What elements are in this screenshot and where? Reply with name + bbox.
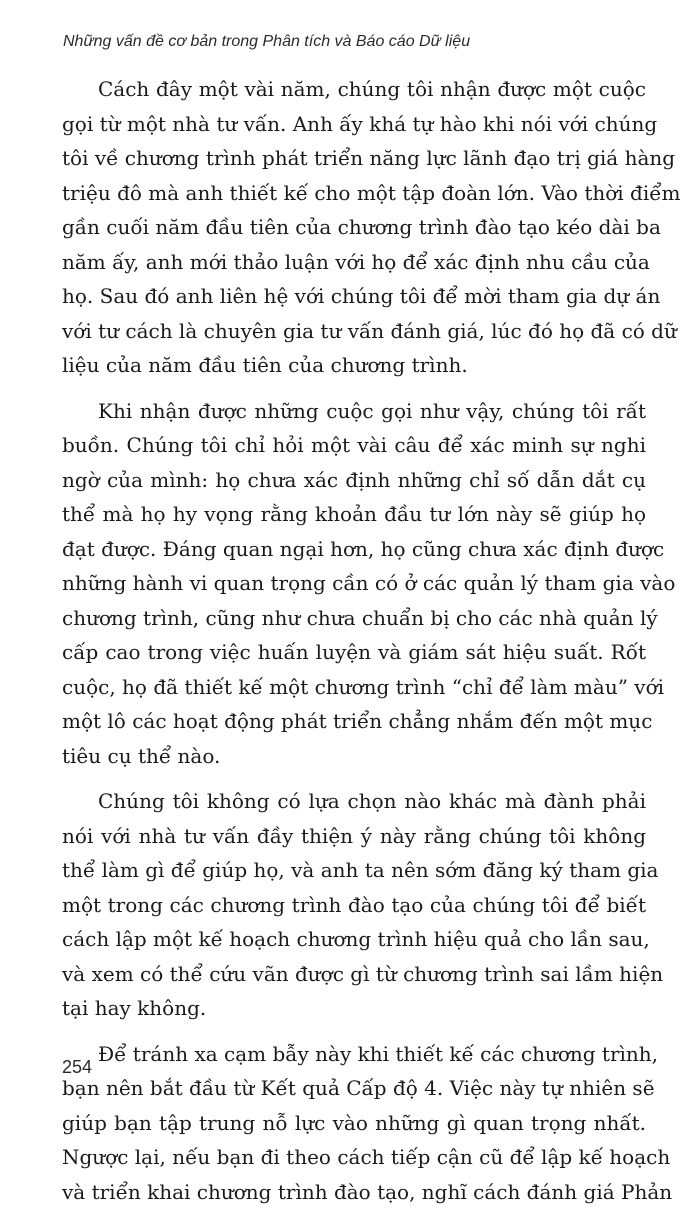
running-header: Những vấn đề cơ bản trong Phân tích và Báo cáo Dữ liệu bbox=[63, 33, 471, 50]
text-line: cấp cao trong việc huấn luyện và giám sát hiệu suất. Rốt bbox=[62, 640, 646, 664]
text-line: tiêu cụ thể nào. bbox=[62, 743, 221, 768]
text-line: thể mà họ hy vọng rằng khoản đầu tư lớn này sẽ giúp họ bbox=[62, 502, 646, 526]
text-line: Khi nhận được những cuộc gọi như vậy, chúng tôi rất bbox=[98, 398, 646, 423]
text-line: một trong các chương trình đào tạo của chúng tôi để biết bbox=[62, 892, 646, 917]
text-line: chương trình, cũng như chưa chuẩn bị cho các nhà quản lý bbox=[62, 605, 658, 630]
text-line: và triển khai chương trình đào tạo, nghĩ cách đánh giá Phản bbox=[62, 1179, 673, 1204]
text-line: đạt được. Đáng quan ngại hơn, họ cũng chưa xác định được bbox=[62, 536, 665, 561]
text-line: bạn nên bắt đầu từ Kết quả Cấp độ 4. Việc này tự nhiên sẽ bbox=[62, 1076, 655, 1100]
body-text bbox=[62, 72, 681, 1220]
paragraph bbox=[62, 394, 676, 774]
text-line: buồn. Chúng tôi chỉ hỏi một vài câu để xác minh sự nghi bbox=[62, 433, 646, 457]
text-line: thể làm gì để giúp họ, và anh ta nên sớm đăng ký tham gia bbox=[62, 858, 659, 882]
text-line: Cách đây một vài năm, chúng tôi nhận được một cuộc bbox=[98, 77, 646, 101]
text-line: Chúng tôi không có lựa chọn nào khác mà đành phải bbox=[98, 789, 646, 813]
text-line: cách lập một kế hoạch chương trình hiệu quả cho lần sau, bbox=[62, 927, 650, 951]
text-line: những hành vi quan trọng cần có ở các quản lý tham gia vào bbox=[62, 571, 676, 595]
text-line: Ngược lại, nếu bạn đi theo cách tiếp cận cũ để lập kế hoạch bbox=[62, 1145, 671, 1169]
text-line: triệu đô mà anh thiết kế cho một tập đoàn lớn. Vào thời điểm bbox=[62, 180, 681, 205]
text-line: và xem có thể cứu vãn được gì từ chương trình sai lầm hiện bbox=[62, 961, 664, 986]
paragraph bbox=[62, 72, 681, 383]
text-line: giúp bạn tập trung nỗ lực vào những gì quan trọng nhất. bbox=[62, 1110, 646, 1135]
text-line: năm ấy, anh mới thảo luận với họ để xác định nhu cầu của bbox=[62, 249, 650, 274]
paragraph bbox=[62, 1037, 673, 1210]
paragraph bbox=[62, 784, 664, 1026]
text-line: một lô các hoạt động phát triển chẳng nhắm đến một mục bbox=[62, 709, 653, 733]
text-line: tại hay không. bbox=[62, 996, 207, 1020]
page-number: 254 bbox=[62, 1057, 93, 1077]
text-line: với tư cách là chuyên gia tư vấn đánh giá, lúc đó họ đã có dữ bbox=[62, 318, 677, 343]
text-line: họ. Sau đó anh liên hệ với chúng tôi để mời tham gia dự án bbox=[62, 284, 661, 308]
text-line: gần cuối năm đầu tiên của chương trình đào tạo kéo dài ba bbox=[62, 215, 661, 239]
text-line: liệu của năm đầu tiên của chương trình. bbox=[62, 353, 468, 377]
text-line: nói với nhà tư vấn đầy thiện ý này rằng chúng tôi không bbox=[62, 823, 646, 848]
text-line: gọi từ một nhà tư vấn. Anh ấy khá tự hào khi nói với chúng bbox=[62, 111, 658, 136]
text-line: tôi về chương trình phát triển năng lực lãnh đạo trị giá hàng bbox=[62, 146, 676, 170]
text-line: ngờ của mình: họ chưa xác định những chỉ số dẫn dắt cụ bbox=[62, 467, 646, 492]
text-line: Để tránh xa cạm bẫy này khi thiết kế các chương trình, bbox=[98, 1041, 659, 1066]
text-line: cuộc, họ đã thiết kế một chương trình “chỉ để làm màu” với bbox=[62, 674, 665, 699]
